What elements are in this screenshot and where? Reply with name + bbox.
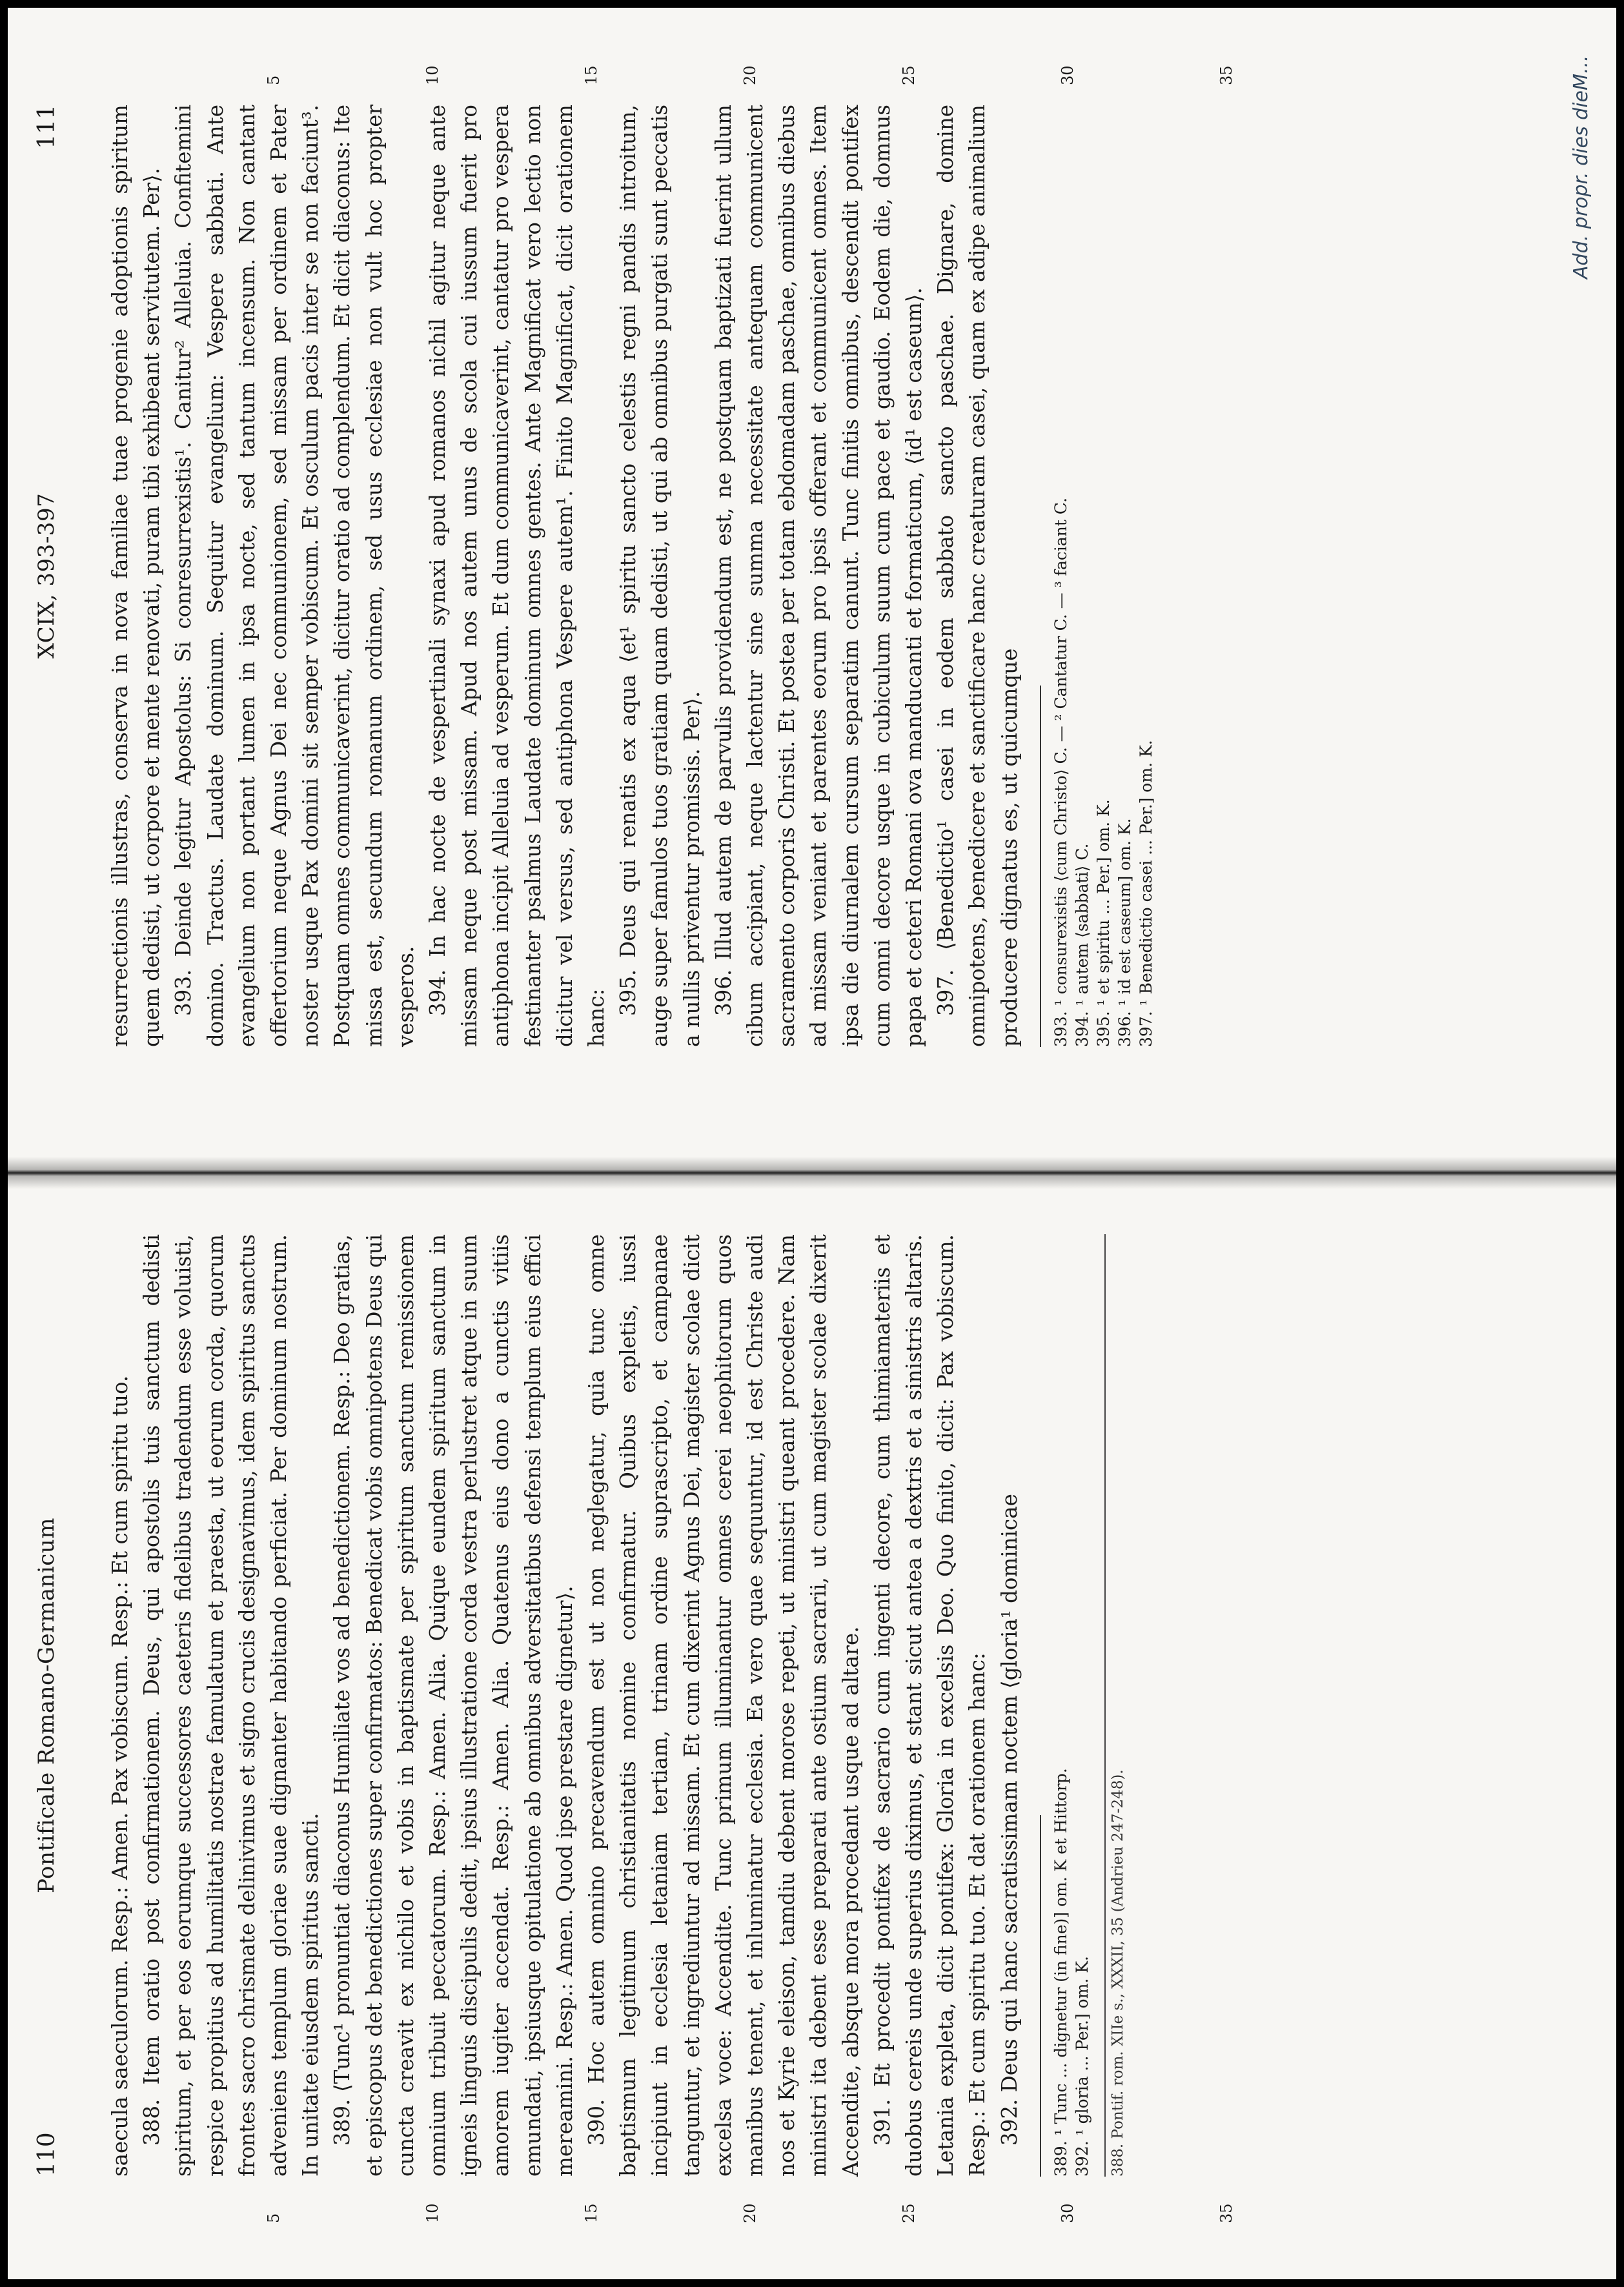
paragraph-395: 395. Deus qui renatis ex aqua ⟨et¹ spiritu sancto celestis regni pandis introitum, auge super famulos tuos gratiam quam dedisti, ut qui ab omnibus purgati sunt peccatis a nullis priventur promissis. Per⟩. bbox=[616, 105, 704, 1047]
footnote: 394. ¹ autem ⟨sabbati⟩ C. bbox=[1072, 843, 1091, 1047]
paragraph: resurrectionis illustras, conserva in nova familiae tuae progenie adoptionis spiritum quem dedisti, ut corpore et mente renovati, puram tibi exhibeant servitutem. Per⟩. bbox=[108, 105, 165, 1047]
line-number: 10 bbox=[423, 65, 442, 85]
paragraph-393: 393. Deinde legitur Apostolus: Si conresurrexistis¹. Canitur² Alleluia. Confitemini domino. Tractus. Laudate dominum. Sequitur evangelium: Vespere sabbati. Ante evangelium non portant lumen in ipsa nocte, sed tantum incensum. Non cantant offertorium neque Agnus Dei nec communionem, sed missam per ordinem et Pater noster usque Pax domini sit semper vobiscum. Et osculum pacis inter se non faciunt³. Postquam omnes communicaverint, dicitur oratio ad complendum. Et dicit diaconus: Ite missa est, secundum romanum ordinem, sed usus ecclesiae non vult hoc propter vesperos. bbox=[171, 105, 418, 1047]
footnote: 392. ¹ gloria ... Per.] om. K. bbox=[1072, 1956, 1091, 2177]
paragraph-389: 389. ⟨Tunc¹ pronuntiat diaconus Humiliate vos ad benedictionem. Resp.: Deo gratias, et episcopus det benedictiones super confirmatos: Benedicat vobis omnipotens Deus qui cuncta creavit ex nichilo et vobis in baptismate per spiritum sanctum remissionem omnium tribuit peccatorum. Resp.: Amen. Alia. Quique eundem spiritum sanctum in igneis linguis discipulis dedit, ipsius illustratione corda vestra perlustret atque in suum amorem iugiter accendat. Resp.: Amen. Alia. Quatenus eius dono a cunctis vitiis emundati, ipsiusque opitulatione ab omnibus adversitatibus defensi templum eius effici mereamini. Resp.: Amen. Quod ipse prestare dignetur⟩. bbox=[330, 1234, 577, 2177]
page-header bbox=[34, 46, 74, 1105]
line-number: 5 bbox=[265, 2213, 283, 2223]
line-number: 35 bbox=[1217, 2203, 1235, 2223]
running-title: Pontificale Romano-Germanicum bbox=[34, 1518, 59, 1893]
line-number: 5 bbox=[265, 75, 283, 85]
page-number: 110 bbox=[34, 2132, 60, 2177]
source-reference: 388. Pontif. rom. XIIe s., XXXII, 35 (Andrieu 247-248). bbox=[1104, 1234, 1126, 2177]
left-page bbox=[34, 1176, 1557, 2235]
page-body-text bbox=[105, 105, 1026, 1047]
footnote: 389. ¹ Tunc ... dignetur (in fine)] om. K et Hittorp. bbox=[1051, 1768, 1070, 2177]
footnote: 395. ¹ et spiritu ... Per.] om. K. bbox=[1093, 799, 1113, 1047]
paragraph-396: 396. Illud autem de parvulis providendum est, ne postquam baptizati fuerint ullum cibum accipiant, neque lactentur sine summa necessitate antequam communicent sacramento corporis Christi. Et postea per totam ebdomadam paschae, omnibus diebus ad missam veniant et parentes eorum pro ipsis offerant et communicent omnes. Item ipsa die diurnalem cursum separatim canunt. Tunc finitis omnibus, descendit pontifex cum omni decore usque in cubiculum suum cum pace et gaudio. Eodem die, domnus papa et ceteri Romani ova manducanti et formaticum, ⟨id¹ est caseum⟩. bbox=[711, 105, 927, 1047]
page-number: 111 bbox=[34, 105, 60, 149]
line-number: 20 bbox=[741, 65, 759, 85]
page-header bbox=[34, 1176, 74, 2235]
footnote: 396. ¹ id est caseum] om. K. bbox=[1115, 818, 1134, 1047]
footnote: 397. ¹ Benedictio casei ... Per.] om. K. bbox=[1136, 740, 1155, 1047]
footnote: 393. ¹ consurexistis ⟨cum Christo⟩ C. — ² Cantatur C. — ³ faciant C. bbox=[1051, 497, 1070, 1047]
scanned-book-spread bbox=[8, 8, 1616, 2279]
page-body-text bbox=[105, 1234, 1026, 2177]
right-page bbox=[34, 46, 1557, 1105]
line-number: 15 bbox=[582, 2203, 600, 2223]
paragraph-390: 390. Hoc autem omnino precavendum est ut non neglegatur, quia tunc omne baptismum legitimum christianitatis nomine confirmatur. Quibus expletis, iussi incipiunt in ecclesia letaniam tertiam, trinam ordine suprascripto, et campanae tanguntur, et ingrediuntur ad missam. Et cum dixerint Agnus Dei, magister scolae dicit excelsa voce: Accendite. Tunc primum illuminantur omnes cerei neophitorum quos manibus tenent, et inluminatur ecclesia. Ea vero quae sequuntur, id est Christe audi nos et Kyrie eleison, tamdiu debent morose repeti, ut ministri queant procedere. Nam ministri ita debent esse preparati ante ostium sacrarii, ut cum magister scolae dixerit Accendite, absque mora procedant usque ad altare. bbox=[584, 1234, 863, 2177]
line-number: 20 bbox=[741, 2203, 759, 2223]
line-number: 35 bbox=[1217, 65, 1235, 85]
line-number: 15 bbox=[582, 65, 600, 85]
line-number: 30 bbox=[1059, 65, 1077, 85]
running-title: XCIX, 393-397 bbox=[34, 493, 59, 659]
line-number: 25 bbox=[900, 2203, 918, 2223]
paragraph-392: 392. Deus qui hanc sacratissimam noctem ⟨gloria¹ dominicae bbox=[997, 1494, 1022, 2146]
footnotes bbox=[1040, 497, 1157, 1047]
footnotes bbox=[1040, 1768, 1093, 2177]
line-number: 25 bbox=[900, 65, 918, 85]
handwritten-annotation: Add. propr. dies dieM... bbox=[1570, 55, 1592, 279]
paragraph-397: 397. ⟨Benedictio¹ casei in eodem sabbato sancto paschae. Dignare, domine omnipotens, benedicere et sanctificare hanc creaturam casei, quam ex adipe animalium producere dignatus es, ut quicumque bbox=[933, 105, 1022, 1047]
paragraph: saecula saeculorum. Resp.: Amen. Pax vobiscum. Resp.: Et cum spiritu tuo. bbox=[108, 1375, 132, 2177]
paragraph-391: 391. Et procedit pontifex de sacrario cum ingenti decore, cum thimiamateriis et duobus cereis unde superius diximus, et stant sicut antea a dextris et a sinistris altaris. Letania expleta, dicit pontifex: Gloria in excelsis Deo. Quo finito, dicit: Pax vobiscum. Resp.: Et cum spiritu tuo. Et dat orationem hanc: bbox=[869, 1234, 990, 2177]
line-number: 10 bbox=[423, 2203, 442, 2223]
paragraph-394: 394. In hac nocte de vespertinali synaxi apud romanos nichil agitur neque ante missam neque post missam. Apud nos autem unus de scola cui iussum fuerit pro antiphona incipit Alleluia ad vesperum. Et dum communicaverint, cantatur pro vespera festinanter psalmus Laudate dominum omnes gentes. Ante Magnificat vero lectio non dicitur vel versus, sed antiphona Vespere autem¹. Finito Magnificat, dicit orationem hanc: bbox=[425, 105, 609, 1047]
line-number: 30 bbox=[1059, 2203, 1077, 2223]
paragraph-388: 388. Item oratio post confirmationem. Deus, qui apostolis tuis sanctum dedisti spiritum, et per eos eorumque successores caeteris fidelibus tradendum esse voluisti, respice propitius ad humilitatis nostrae famulatum et praesta, ut eorum corda, quorum frontes sacro chrismate delinivimus et signo crucis designavimus, idem spiritus sanctus adveniens templum gloriae suae dignanter habitando perficiat. Per dominum nostrum. In unitate eiusdem spiritus sancti. bbox=[139, 1234, 323, 2177]
